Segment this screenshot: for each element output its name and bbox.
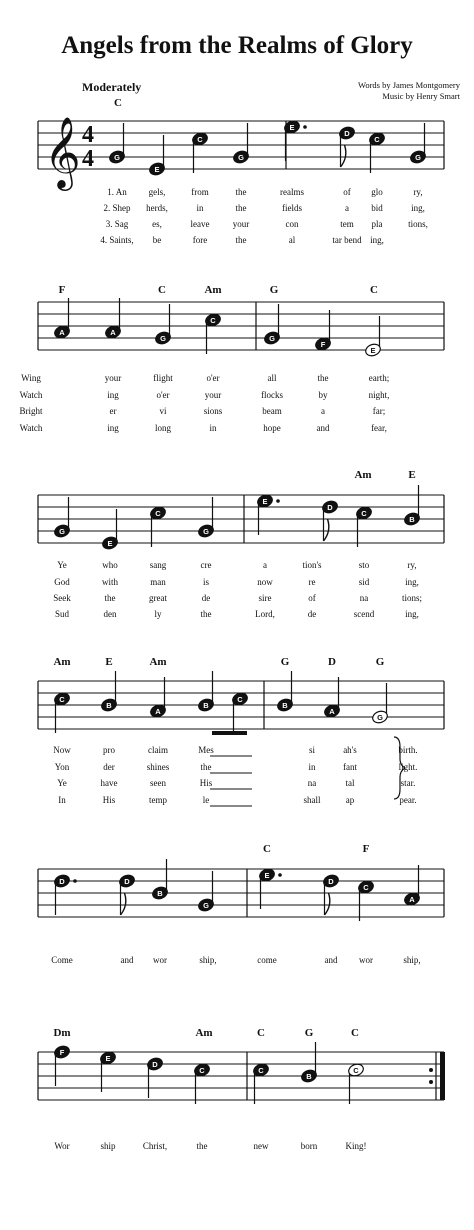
note: [357, 879, 375, 921]
lyric-syllable: Christ,: [142, 1141, 168, 1151]
chord-symbol: E: [105, 656, 113, 668]
lyric-syllable: ship,: [403, 955, 421, 965]
lyric-syllable: in: [196, 203, 204, 213]
lyric-syllable: o'er: [206, 373, 220, 383]
lyric-syllable: Watch: [19, 423, 43, 433]
note-letter: C: [210, 316, 216, 325]
note: [193, 1062, 211, 1104]
lyric-syllable: hope: [263, 423, 281, 433]
lyric-syllable: by: [318, 390, 328, 400]
note: [53, 298, 71, 340]
note-letter: D: [328, 877, 334, 886]
staff-system-6: [38, 1042, 445, 1104]
beam: [212, 731, 247, 735]
lyric-syllable: seen: [150, 778, 166, 788]
lyric-syllable: of: [343, 187, 351, 197]
note-letter: C: [197, 135, 203, 144]
note-letter: D: [344, 129, 350, 138]
note-letter: E: [289, 123, 295, 132]
lyric-syllable: your: [232, 219, 250, 229]
lyric-syllable: in: [308, 762, 316, 772]
note-letter: G: [203, 901, 209, 910]
note: [263, 304, 281, 346]
lyric-syllable: na: [359, 593, 369, 603]
note: [53, 497, 71, 539]
note: [323, 677, 341, 719]
repeat-dot: [429, 1080, 433, 1084]
note-letter: G: [160, 334, 166, 343]
tempo-marking: Moderately: [82, 80, 142, 94]
lyric-syllable: na: [307, 778, 317, 788]
lyric-syllable: is: [202, 577, 210, 587]
lyric-syllable: bid: [371, 203, 383, 213]
lyric-syllable: ing,: [411, 203, 425, 213]
chord-symbol: D: [328, 656, 336, 668]
lyric-syllable: Ye: [57, 560, 67, 570]
lyric-syllable: the: [200, 609, 212, 619]
note-letter: B: [306, 1072, 312, 1081]
note: [314, 310, 332, 352]
note: [53, 691, 71, 733]
lyric-syllable: a: [263, 560, 267, 570]
note-letter: E: [264, 871, 270, 880]
chord-symbol: Am: [149, 656, 167, 668]
lyric-syllable: sions: [203, 406, 223, 416]
lyric-syllable: night,: [368, 390, 390, 400]
chord-symbol: Am: [195, 1027, 213, 1039]
lyric-syllable: wor: [153, 955, 167, 965]
lyric-syllable: the: [196, 1141, 208, 1151]
lyric-syllable: Wing: [21, 373, 41, 383]
lyric-syllable: sid: [358, 577, 370, 587]
note-letter: B: [409, 515, 415, 524]
lyric-syllable: His: [102, 795, 116, 805]
lyric-syllable: de: [307, 609, 317, 619]
chord-symbol: C: [257, 1027, 265, 1039]
lyric-syllable: 1. An: [107, 187, 127, 197]
lyric-syllable: er: [109, 406, 117, 416]
lyric-syllable: pear.: [399, 795, 417, 805]
lyric-syllable: pro: [103, 745, 115, 755]
lyric-syllable: tions,: [408, 219, 428, 229]
lyric-syllable: Yon: [54, 762, 70, 772]
lyric-syllable: gels,: [148, 187, 166, 197]
note: [154, 304, 172, 346]
lyric-syllable: scend: [353, 609, 375, 619]
note-letter: G: [114, 153, 120, 162]
lyric-syllable: ry,: [413, 187, 423, 197]
note: [104, 298, 122, 340]
note-letter: G: [238, 153, 244, 162]
lyric-syllable: le: [202, 795, 210, 805]
lyric-syllable: from: [191, 187, 209, 197]
lyric-syllable: sang: [149, 560, 167, 570]
lyric-syllable: Watch: [19, 390, 43, 400]
staff-system-3: [38, 485, 444, 551]
lyric-syllable: tar bend: [332, 235, 362, 245]
note: [256, 493, 280, 535]
lyric-syllable: ing,: [405, 609, 419, 619]
lyric-syllable: birth.: [398, 745, 418, 755]
note-letter: B: [106, 701, 112, 710]
lyric-syllable: have: [100, 778, 118, 788]
note: [108, 123, 126, 165]
note: [321, 499, 339, 541]
lyric-syllable: a: [345, 203, 349, 213]
note-letter: C: [363, 883, 369, 892]
lyric-syllable: fear,: [371, 423, 387, 433]
chord-symbol: C: [370, 284, 378, 296]
note-letter: C: [361, 509, 367, 518]
lyric-syllable: si: [308, 745, 316, 755]
note: [364, 316, 382, 358]
time-signature-bottom: 4: [82, 146, 94, 172]
lyric-syllable: ship: [100, 1141, 116, 1151]
music-credit: Music by Henry Smart: [382, 91, 460, 101]
chord-symbol: C: [263, 843, 271, 855]
lyric-syllable: 3. Sag: [105, 219, 129, 229]
lyric-syllable: and: [120, 955, 134, 965]
note-letter: F: [59, 1048, 65, 1057]
lyric-syllable: re: [308, 577, 316, 587]
note: [347, 1062, 365, 1104]
lyric-syllable: es,: [152, 219, 162, 229]
note: [283, 119, 307, 161]
song-title: Angels from the Realms of Glory: [61, 32, 413, 59]
lyric-syllable: tion's: [302, 560, 322, 570]
lyric-syllable: al: [288, 235, 296, 245]
lyric-syllable: ing,: [405, 577, 419, 587]
note: [403, 485, 421, 527]
note-letter: E: [105, 1054, 111, 1063]
lyric-syllable: the: [235, 187, 247, 197]
chord-symbol: Am: [53, 656, 71, 668]
lyric-syllable: glo: [371, 187, 383, 197]
lyric-syllable: flocks: [261, 390, 283, 400]
note: [148, 135, 166, 177]
lyric-syllable: King!: [345, 1141, 367, 1151]
chord-symbol: E: [408, 469, 416, 481]
lyric-syllable: far;: [372, 406, 386, 416]
lyric-syllable: Wor: [54, 1141, 70, 1151]
lyric-syllable: Bright: [19, 406, 43, 416]
note-letter: D: [327, 503, 333, 512]
note-letter: E: [154, 165, 160, 174]
lyric-syllable: shines: [146, 762, 170, 772]
lyric-syllable: all: [267, 373, 277, 383]
note-letter: B: [157, 889, 163, 898]
lyric-syllable: ing: [107, 423, 119, 433]
note-letter: B: [282, 701, 288, 710]
staff-system-5: [38, 859, 444, 921]
lyric-syllable: the: [200, 762, 212, 772]
lyric-syllable: fore: [192, 235, 208, 245]
note: [258, 867, 282, 909]
staff-system-2: [38, 298, 444, 358]
note-letter: A: [409, 895, 415, 904]
note: [53, 873, 77, 915]
note-letter: G: [203, 527, 209, 536]
lyric-syllable: Now: [53, 745, 71, 755]
lyric-syllable: come: [257, 955, 277, 965]
note: [355, 505, 373, 547]
note: [191, 131, 209, 173]
note-letter: G: [269, 334, 275, 343]
note-letter: C: [59, 695, 65, 704]
chord-symbol: Dm: [53, 1027, 71, 1039]
lyric-syllable: 2. Shep: [103, 203, 131, 213]
lyric-syllable: o'er: [156, 390, 170, 400]
note: [197, 871, 215, 913]
note: [149, 677, 167, 719]
lyric-syllable: claim: [148, 745, 168, 755]
note-letter: D: [124, 877, 130, 886]
lyric-syllable: ing,: [370, 235, 384, 245]
note: [151, 859, 169, 901]
note: [149, 505, 167, 547]
note: [322, 873, 340, 915]
note: [231, 691, 249, 733]
lyric-syllable: man: [150, 577, 166, 587]
lyric-syllable: ap: [345, 795, 355, 805]
note-letter: C: [258, 1066, 264, 1075]
lyric-syllable: de: [201, 593, 211, 603]
lyric-syllable: sto: [358, 560, 370, 570]
lyric-syllable: great: [149, 593, 167, 603]
note: [232, 123, 250, 165]
lyric-syllable: ry,: [407, 560, 417, 570]
note: [101, 509, 119, 551]
lyric-syllable: your: [204, 390, 222, 400]
lyric-syllable: leave: [190, 219, 210, 229]
note-letter: C: [374, 135, 380, 144]
lyric-syllable: flight: [153, 373, 173, 383]
lyric-syllable: Seek: [53, 593, 71, 603]
note-letter: E: [262, 497, 268, 506]
lyric-syllable: star.: [400, 778, 416, 788]
note-letter: C: [237, 695, 243, 704]
note: [146, 1056, 164, 1098]
final-barline-thick: [440, 1052, 445, 1100]
note: [204, 312, 222, 354]
note: [338, 125, 356, 167]
lyric-syllable: ly: [154, 609, 162, 619]
lyric-syllable: your: [104, 373, 122, 383]
treble-clef-icon: 𝄞: [44, 115, 81, 188]
lyric-syllable: with: [101, 577, 119, 587]
lyric-syllable: Come: [51, 955, 73, 965]
note-letter: A: [329, 707, 335, 716]
lyric-syllable: tal: [345, 778, 355, 788]
note: [197, 497, 215, 539]
lyric-syllable: the: [235, 235, 247, 245]
note-letter: C: [353, 1066, 359, 1075]
lyric-syllable: the: [235, 203, 247, 213]
lyric-syllable: tem: [340, 219, 354, 229]
note: [197, 671, 215, 713]
note: [118, 873, 136, 915]
chord-symbol: Am: [204, 284, 222, 296]
note-letter: B: [203, 701, 209, 710]
note-letter: A: [155, 707, 161, 716]
repeat-dot: [429, 1068, 433, 1072]
note-letter: A: [59, 328, 65, 337]
lyric-syllable: His: [199, 778, 213, 788]
chord-symbol: G: [269, 284, 279, 296]
note: [368, 131, 386, 173]
chord-symbol: C: [114, 97, 122, 109]
lyric-syllable: and: [316, 423, 330, 433]
lyric-syllable: now: [257, 577, 273, 587]
chord-symbol: G: [280, 656, 290, 668]
lyric-syllable: realms: [280, 187, 304, 197]
lyric-syllable: beam: [262, 406, 282, 416]
lyric-syllable: born: [300, 1141, 318, 1151]
lyric-syllable: and: [324, 955, 338, 965]
lyric-syllable: In: [58, 795, 66, 805]
lyric-syllable: light.: [398, 762, 418, 772]
lyric-syllable: ing: [107, 390, 119, 400]
note: [53, 1044, 71, 1086]
lyric-syllable: the: [104, 593, 116, 603]
lyric-syllable: ship,: [199, 955, 217, 965]
note-letter: D: [152, 1060, 158, 1069]
lyric-syllable: long: [154, 423, 172, 433]
time-signature-top: 4: [82, 122, 94, 148]
note: [99, 1050, 117, 1092]
lyric-syllable: Ye: [57, 778, 67, 788]
note: [409, 123, 427, 165]
lyric-syllable: fant: [343, 762, 357, 772]
lyric-syllable: con: [285, 219, 299, 229]
lyric-syllable: sire: [258, 593, 272, 603]
note-letter: E: [370, 346, 376, 355]
lyric-syllable: shall: [303, 795, 321, 805]
chord-symbol: G: [304, 1027, 314, 1039]
note-letter: C: [155, 509, 161, 518]
chord-symbol: Am: [354, 469, 372, 481]
lyric-syllable: a: [321, 406, 325, 416]
lyric-syllable: wor: [359, 955, 373, 965]
lyric-syllable: who: [102, 560, 118, 570]
note-letter: D: [59, 877, 65, 886]
lyric-syllable: den: [103, 609, 117, 619]
note: [300, 1042, 318, 1084]
note: [371, 683, 389, 725]
note-letter: C: [199, 1066, 205, 1075]
lyric-syllable: God: [54, 577, 70, 587]
lyric-syllable: tions;: [401, 593, 423, 603]
staff-system-4: [38, 671, 444, 806]
lyric-syllable: of: [308, 593, 316, 603]
lyric-syllable: Sud: [54, 609, 70, 619]
lyric-syllable: vi: [159, 406, 167, 416]
lyric-syllable: in: [209, 423, 217, 433]
note: [403, 865, 421, 907]
lyric-syllable: temp: [149, 795, 167, 805]
lyric-syllable: Mes: [198, 745, 214, 755]
note: [252, 1062, 270, 1104]
note-letter: E: [107, 539, 113, 548]
lyric-syllable: ah's: [343, 745, 357, 755]
lyric-syllable: be: [152, 235, 162, 245]
words-credit: Words by James Montgomery: [357, 80, 460, 90]
note: [276, 671, 294, 713]
lyric-syllable: cre: [200, 560, 212, 570]
chord-symbol: F: [362, 843, 370, 855]
note-letter: G: [59, 527, 65, 536]
chord-symbol: G: [375, 656, 385, 668]
chord-symbol: F: [58, 284, 66, 296]
lyric-syllable: pla: [371, 219, 383, 229]
lyric-syllable: der: [103, 762, 115, 772]
note-letter: G: [415, 153, 421, 162]
chord-symbol: C: [351, 1027, 359, 1039]
staff-system-1: [38, 115, 444, 191]
note-letter: A: [110, 328, 116, 337]
lyric-syllable: 4. Saints,: [100, 235, 134, 245]
note-letter: F: [320, 340, 326, 349]
lyric-syllable: fields: [282, 203, 302, 213]
chord-symbol: C: [158, 284, 166, 296]
lyric-syllable: herds,: [146, 203, 168, 213]
note: [100, 671, 118, 713]
lyric-syllable: earth;: [368, 373, 390, 383]
lyric-syllable: the: [317, 373, 329, 383]
note-letter: G: [377, 713, 383, 722]
lyric-syllable: Lord,: [255, 609, 275, 619]
lyric-syllable: new: [253, 1141, 269, 1151]
